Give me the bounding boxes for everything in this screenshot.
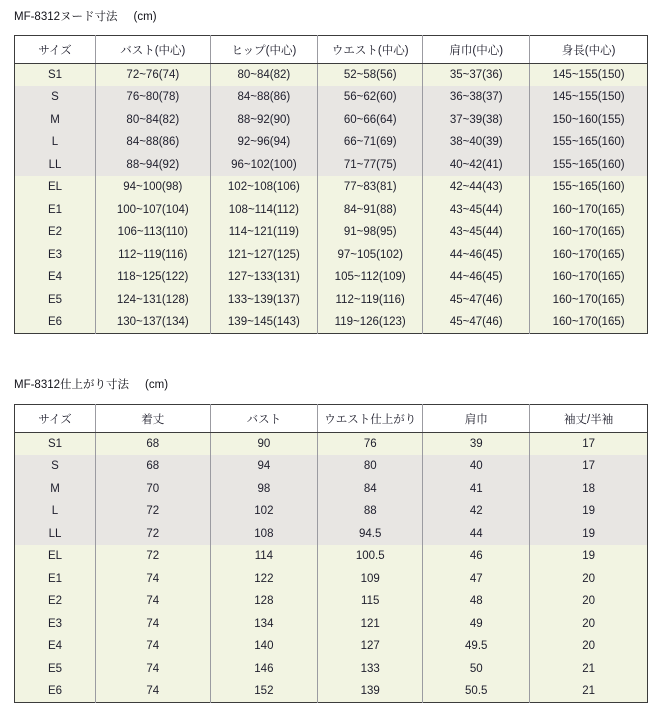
nude-size-table: [14, 35, 648, 334]
measurement-cell: 52~58(56): [318, 64, 423, 87]
measurement-cell: 20: [530, 613, 648, 636]
measurement-cell: 96~102(100): [210, 154, 318, 177]
nude-size-unit: (cm): [133, 11, 157, 23]
size-row-E5: [15, 658, 648, 681]
size-row-E5: [15, 289, 648, 312]
measurement-cell: 37~39(38): [423, 109, 530, 132]
measurement-cell: 128: [210, 590, 318, 613]
measurement-cell: 112~119(116): [318, 289, 423, 312]
column-header: サイズ: [15, 36, 96, 64]
measurement-cell: 160~170(165): [530, 199, 648, 222]
measurement-cell: 35~37(36): [423, 64, 530, 87]
measurement-cell: 72~76(74): [96, 64, 211, 87]
measurement-cell: 21: [530, 658, 648, 681]
measurement-cell: 56~62(60): [318, 86, 423, 109]
measurement-cell: 160~170(165): [530, 311, 648, 334]
size-label-cell: S: [51, 460, 59, 473]
size-label-cell: E2: [47, 595, 63, 608]
column-header: ウエスト仕上がり: [318, 405, 423, 433]
size-label-cell: EL: [47, 181, 63, 194]
size-label-cell: LL: [48, 158, 62, 171]
column-header: ウエスト(中心): [318, 36, 423, 64]
finished-size-table: [14, 404, 648, 703]
measurement-cell: 100~107(104): [96, 199, 211, 222]
measurement-cell: 97~105(102): [318, 244, 423, 267]
size-row-L: [15, 131, 648, 154]
size-row-E4: [15, 266, 648, 289]
measurement-cell: 74: [96, 658, 211, 681]
size-label-cell: S: [51, 91, 59, 104]
measurement-cell: 105~112(109): [318, 266, 423, 289]
measurement-cell: 20: [530, 635, 648, 658]
measurement-cell: 133~139(137): [210, 289, 318, 312]
measurement-cell: 84: [318, 478, 423, 501]
measurement-cell: 68: [96, 433, 211, 456]
measurement-cell: 84~91(88): [318, 199, 423, 222]
measurement-cell: 40~42(41): [423, 154, 530, 177]
column-header: 袖丈/半袖: [530, 405, 648, 433]
size-label-cell: E1: [47, 572, 63, 585]
size-label-cell: E5: [47, 293, 63, 306]
measurement-cell: 80~84(82): [210, 64, 318, 87]
measurement-cell: 20: [530, 590, 648, 613]
size-label-cell: S1: [47, 438, 63, 450]
measurement-cell: 72: [96, 545, 211, 568]
measurement-cell: 74: [96, 590, 211, 613]
measurement-cell: 36~38(37): [423, 86, 530, 109]
measurement-cell: 127~133(131): [210, 266, 318, 289]
finished-size-title-text: MF-8312仕上がり寸法: [14, 379, 130, 391]
column-header: 身長(中心): [530, 36, 648, 64]
size-row-L: [15, 500, 648, 523]
column-header: サイズ: [15, 405, 96, 433]
size-label-cell: L: [51, 136, 59, 149]
size-row-M: [15, 109, 648, 132]
measurement-cell: 84~88(86): [210, 86, 318, 109]
measurement-cell: 17: [530, 433, 648, 456]
measurement-cell: 43~45(44): [423, 199, 530, 222]
measurement-cell: 139: [318, 680, 423, 703]
measurement-cell: 121~127(125): [210, 244, 318, 267]
measurement-cell: 18: [530, 478, 648, 501]
size-row-S: [15, 86, 648, 109]
measurement-cell: 94~100(98): [96, 176, 211, 199]
nude-size-header-row: [15, 36, 648, 64]
measurement-cell: 40: [423, 455, 530, 478]
measurement-cell: 88~92(90): [210, 109, 318, 132]
measurement-cell: 88~94(92): [96, 154, 211, 177]
measurement-cell: 68: [96, 455, 211, 478]
measurement-cell: 70: [96, 478, 211, 501]
measurement-cell: 41: [423, 478, 530, 501]
measurement-cell: 150~160(155): [530, 109, 648, 132]
size-row-E1: [15, 568, 648, 591]
measurement-cell: 114~121(119): [210, 221, 318, 244]
measurement-cell: 49: [423, 613, 530, 636]
measurement-cell: 72: [96, 500, 211, 523]
measurement-cell: 80: [318, 455, 423, 478]
measurement-cell: 43~45(44): [423, 221, 530, 244]
measurement-cell: 88: [318, 500, 423, 523]
size-row-E1: [15, 199, 648, 222]
measurement-cell: 45~47(46): [423, 289, 530, 312]
measurement-cell: 74: [96, 613, 211, 636]
measurement-cell: 108: [210, 523, 318, 546]
column-header: 肩巾(中心): [423, 36, 530, 64]
size-row-LL: [15, 154, 648, 177]
measurement-cell: 140: [210, 635, 318, 658]
size-row-S1: [15, 64, 648, 87]
measurement-cell: 44: [423, 523, 530, 546]
measurement-cell: 121: [318, 613, 423, 636]
size-row-E2: [15, 590, 648, 613]
size-row-EL: [15, 545, 648, 568]
measurement-cell: 115: [318, 590, 423, 613]
measurement-cell: 119~126(123): [318, 311, 423, 334]
measurement-cell: 94.5: [318, 523, 423, 546]
measurement-cell: 71~77(75): [318, 154, 423, 177]
measurement-cell: 42~44(43): [423, 176, 530, 199]
size-row-EL: [15, 176, 648, 199]
measurement-cell: 98: [210, 478, 318, 501]
measurement-cell: 39: [423, 433, 530, 456]
measurement-cell: 19: [530, 500, 648, 523]
measurement-cell: 49.5: [423, 635, 530, 658]
size-row-E2: [15, 221, 648, 244]
column-header: 肩巾: [423, 405, 530, 433]
measurement-cell: 100.5: [318, 545, 423, 568]
measurement-cell: 122: [210, 568, 318, 591]
size-label-cell: M: [50, 482, 60, 495]
measurement-cell: 84~88(86): [96, 131, 211, 154]
measurement-cell: 44~46(45): [423, 244, 530, 267]
measurement-cell: 76: [318, 433, 423, 456]
measurement-cell: 50: [423, 658, 530, 681]
size-label-cell: S1: [47, 69, 63, 81]
measurement-cell: 109: [318, 568, 423, 591]
measurement-cell: 145~155(150): [530, 86, 648, 109]
size-row-LL: [15, 523, 648, 546]
column-header: 着丈: [96, 405, 211, 433]
measurement-cell: 42: [423, 500, 530, 523]
nude-size-table-body: [15, 64, 648, 334]
size-row-E3: [15, 244, 648, 267]
measurement-cell: 46: [423, 545, 530, 568]
measurement-cell: 152: [210, 680, 318, 703]
measurement-cell: 20: [530, 568, 648, 591]
measurement-cell: 77~83(81): [318, 176, 423, 199]
size-label-cell: LL: [48, 527, 62, 540]
measurement-cell: 130~137(134): [96, 311, 211, 334]
measurement-cell: 134: [210, 613, 318, 636]
measurement-cell: 112~119(116): [96, 244, 211, 267]
measurement-cell: 48: [423, 590, 530, 613]
finished-size-unit: (cm): [145, 379, 169, 391]
size-row-S: [15, 455, 648, 478]
measurement-cell: 19: [530, 545, 648, 568]
column-header: ヒップ(中心): [210, 36, 318, 64]
measurement-cell: 127: [318, 635, 423, 658]
size-row-S1: [15, 433, 648, 456]
finished-size-table-body: [15, 433, 648, 703]
size-row-M: [15, 478, 648, 501]
size-row-E4: [15, 635, 648, 658]
measurement-cell: 160~170(165): [530, 244, 648, 267]
size-label-cell: E6: [47, 685, 63, 697]
measurement-cell: 17: [530, 455, 648, 478]
size-label-cell: E6: [47, 316, 63, 328]
size-label-cell: E3: [47, 617, 63, 630]
measurement-cell: 80~84(82): [96, 109, 211, 132]
finished-size-header-row: [15, 405, 648, 433]
nude-size-title-text: MF-8312ヌード寸法: [14, 11, 118, 23]
measurement-cell: 160~170(165): [530, 266, 648, 289]
column-header: バスト(中心): [96, 36, 211, 64]
size-label-cell: L: [51, 505, 59, 518]
measurement-cell: 21: [530, 680, 648, 703]
measurement-cell: 102~108(106): [210, 176, 318, 199]
measurement-cell: 19: [530, 523, 648, 546]
measurement-cell: 102: [210, 500, 318, 523]
measurement-cell: 38~40(39): [423, 131, 530, 154]
measurement-cell: 47: [423, 568, 530, 591]
measurement-cell: 106~113(110): [96, 221, 211, 244]
measurement-cell: 74: [96, 635, 211, 658]
measurement-cell: 118~125(122): [96, 266, 211, 289]
measurement-cell: 45~47(46): [423, 311, 530, 334]
measurement-cell: 114: [210, 545, 318, 568]
measurement-cell: 50.5: [423, 680, 530, 703]
size-row-E3: [15, 613, 648, 636]
size-label-cell: E3: [47, 248, 63, 261]
measurement-cell: 72: [96, 523, 211, 546]
measurement-cell: 74: [96, 568, 211, 591]
size-label-cell: E5: [47, 662, 63, 675]
measurement-cell: 124~131(128): [96, 289, 211, 312]
measurement-cell: 155~165(160): [530, 131, 648, 154]
measurement-cell: 91~98(95): [318, 221, 423, 244]
measurement-cell: 94: [210, 455, 318, 478]
finished-size-title: [14, 378, 660, 392]
measurement-cell: 74: [96, 680, 211, 703]
measurement-cell: 133: [318, 658, 423, 681]
measurement-cell: 139~145(143): [210, 311, 318, 334]
measurement-cell: 155~165(160): [530, 176, 648, 199]
size-row-E6: [15, 311, 648, 334]
size-row-E6: [15, 680, 648, 703]
measurement-cell: 145~155(150): [530, 64, 648, 87]
measurement-cell: 90: [210, 433, 318, 456]
measurement-cell: 108~114(112): [210, 199, 318, 222]
measurement-cell: 155~165(160): [530, 154, 648, 177]
measurement-cell: 60~66(64): [318, 109, 423, 132]
size-label-cell: E2: [47, 226, 63, 239]
measurement-cell: 92~96(94): [210, 131, 318, 154]
measurement-cell: 66~71(69): [318, 131, 423, 154]
size-label-cell: E4: [47, 271, 63, 284]
measurement-cell: 160~170(165): [530, 289, 648, 312]
measurement-cell: 76~80(78): [96, 86, 211, 109]
measurement-cell: 146: [210, 658, 318, 681]
size-label-cell: E4: [47, 640, 63, 653]
nude-size-title: [14, 10, 660, 24]
size-label-cell: M: [50, 113, 60, 126]
size-label-cell: EL: [47, 550, 63, 563]
measurement-cell: 160~170(165): [530, 221, 648, 244]
column-header: バスト: [210, 405, 318, 433]
measurement-cell: 44~46(45): [423, 266, 530, 289]
size-label-cell: E1: [47, 203, 63, 216]
